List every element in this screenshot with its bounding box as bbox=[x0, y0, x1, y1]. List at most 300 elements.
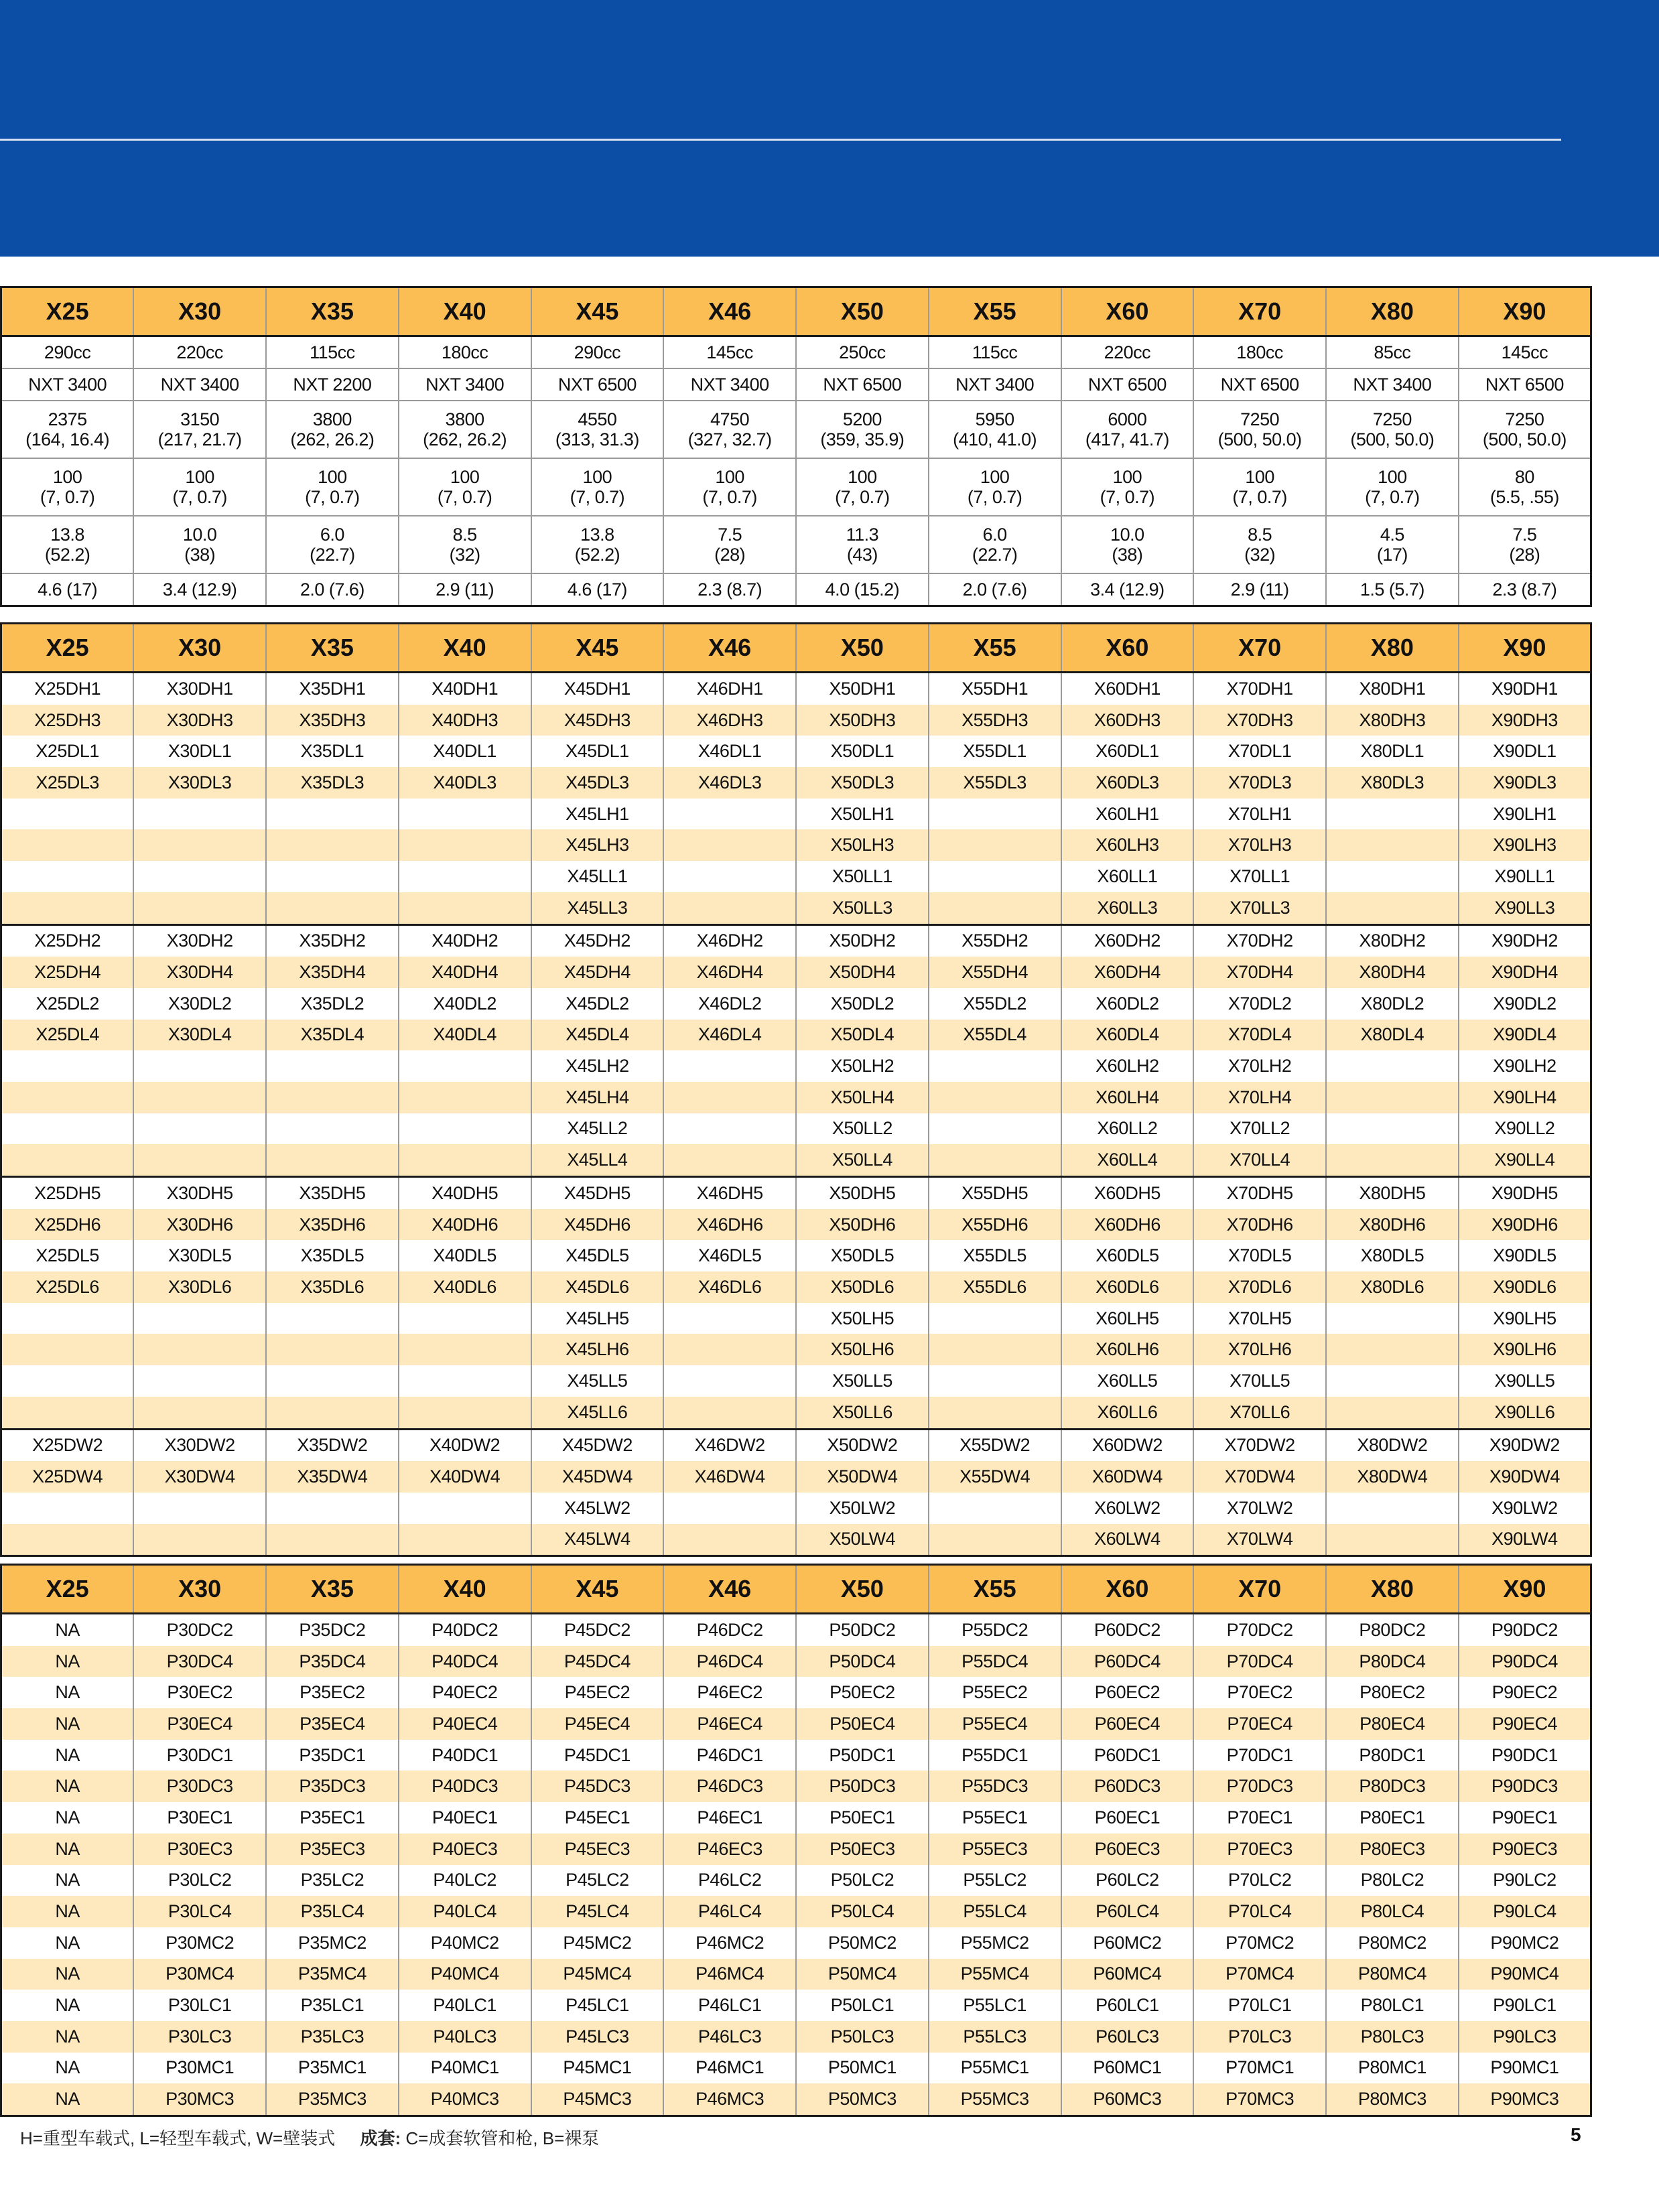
package-cell: P40EC1 bbox=[399, 1802, 531, 1834]
spec-value-metric: (500, 50.0) bbox=[1217, 429, 1302, 450]
spec-value-metric: (7, 0.7) bbox=[835, 487, 890, 507]
model-cell: X45LL4 bbox=[531, 1144, 664, 1176]
model-cell: X60DL2 bbox=[1061, 988, 1194, 1020]
package-cell: P35MC1 bbox=[266, 2053, 399, 2084]
model-cell: X55DH5 bbox=[929, 1177, 1061, 1209]
spec-cell bbox=[929, 516, 1061, 573]
package-cell: P30DC1 bbox=[133, 1740, 266, 1771]
model-cell: X50LL6 bbox=[796, 1397, 929, 1429]
package-row bbox=[1, 1740, 1591, 1771]
model-row bbox=[1, 1303, 1591, 1334]
models-header-x25: X25 bbox=[1, 624, 134, 673]
model-cell bbox=[133, 892, 266, 924]
models-header-x46: X46 bbox=[663, 624, 796, 673]
model-cell: X90DL3 bbox=[1459, 767, 1591, 799]
package-cell: P70LC4 bbox=[1193, 1896, 1326, 1927]
model-cell: X50LH4 bbox=[796, 1082, 929, 1113]
package-cell: P60MC1 bbox=[1061, 2053, 1194, 2084]
model-cell: X60DH2 bbox=[1061, 924, 1194, 957]
package-cell: P45MC2 bbox=[531, 1927, 664, 1959]
package-cell: P90DC3 bbox=[1459, 1771, 1591, 1802]
package-cell: P90EC3 bbox=[1459, 1834, 1591, 1865]
spec-value-metric: (7, 0.7) bbox=[437, 487, 492, 507]
model-cell bbox=[266, 1524, 399, 1556]
package-cell: P46EC2 bbox=[663, 1677, 796, 1708]
spec-value: 145cc bbox=[706, 342, 753, 362]
package-cell: P46LC3 bbox=[663, 2021, 796, 2053]
model-cell bbox=[929, 892, 1061, 924]
model-cell bbox=[133, 861, 266, 892]
model-cell bbox=[663, 1524, 796, 1556]
package-row bbox=[1, 1802, 1591, 1834]
model-cell bbox=[266, 1082, 399, 1113]
model-cell bbox=[266, 1397, 399, 1429]
model-cell: X46DW4 bbox=[663, 1461, 796, 1493]
model-cell: X70LL5 bbox=[1193, 1365, 1326, 1397]
spec-cell bbox=[133, 458, 266, 516]
spec-cell bbox=[1, 573, 134, 606]
model-cell bbox=[1326, 1303, 1459, 1334]
model-cell: X80DH6 bbox=[1326, 1209, 1459, 1241]
package-cell: P55LC2 bbox=[929, 1865, 1061, 1896]
model-cell: X90DW2 bbox=[1459, 1429, 1591, 1461]
spec-value: 2.9 (11) bbox=[1230, 579, 1289, 600]
spec-value-metric: (500, 50.0) bbox=[1482, 429, 1567, 450]
models-header-x40: X40 bbox=[399, 624, 531, 673]
model-cell bbox=[929, 1113, 1061, 1145]
spec-cell bbox=[796, 401, 929, 458]
model-cell: X35DH4 bbox=[266, 957, 399, 988]
spec-value-metric: (313, 31.3) bbox=[555, 429, 639, 450]
model-cell: X46DL2 bbox=[663, 988, 796, 1020]
spec-value: 7250 bbox=[1372, 409, 1412, 429]
model-cell: X50LL2 bbox=[796, 1113, 929, 1145]
package-cell: P46MC2 bbox=[663, 1927, 796, 1959]
model-cell: X90LL5 bbox=[1459, 1365, 1591, 1397]
spec-value: 7.5 bbox=[1512, 525, 1537, 545]
specs-header-x25: X25 bbox=[1, 287, 134, 336]
model-cell bbox=[266, 1493, 399, 1524]
package-cell: P80EC4 bbox=[1326, 1708, 1459, 1740]
package-row bbox=[1, 1646, 1591, 1677]
spec-row bbox=[1, 516, 1591, 573]
spec-value: 85cc bbox=[1374, 342, 1411, 362]
model-cell bbox=[133, 1334, 266, 1365]
spec-cell bbox=[531, 573, 664, 606]
model-cell: X70LL1 bbox=[1193, 861, 1326, 892]
models-header-x90: X90 bbox=[1459, 624, 1591, 673]
package-cell: P40EC2 bbox=[399, 1677, 531, 1708]
model-cell: X90LL1 bbox=[1459, 861, 1591, 892]
model-cell: X45LL1 bbox=[531, 861, 664, 892]
spec-cell bbox=[929, 401, 1061, 458]
package-cell: P70DC3 bbox=[1193, 1771, 1326, 1802]
package-cell: NA bbox=[1, 2083, 134, 2116]
package-cell: P50EC1 bbox=[796, 1802, 929, 1834]
model-cell: X45DL4 bbox=[531, 1020, 664, 1051]
spec-value: 100 bbox=[582, 467, 612, 487]
package-cell: P45LC1 bbox=[531, 1990, 664, 2021]
spec-cell bbox=[266, 573, 399, 606]
package-cell: P55DC2 bbox=[929, 1614, 1061, 1646]
model-cell: X90LL6 bbox=[1459, 1397, 1591, 1429]
package-cell: P40MC3 bbox=[399, 2083, 531, 2116]
model-row bbox=[1, 736, 1591, 767]
package-cell: P35DC3 bbox=[266, 1771, 399, 1802]
spec-cell bbox=[266, 458, 399, 516]
spec-value: 100 bbox=[450, 467, 480, 487]
package-cell: NA bbox=[1, 1834, 134, 1865]
model-cell bbox=[399, 829, 531, 861]
model-cell: X90LH4 bbox=[1459, 1082, 1591, 1113]
package-cell: P35EC2 bbox=[266, 1677, 399, 1708]
model-cell: X80DH2 bbox=[1326, 924, 1459, 957]
spec-cell bbox=[796, 573, 929, 606]
spec-cell bbox=[929, 336, 1061, 369]
model-cell: X55DL6 bbox=[929, 1271, 1061, 1303]
package-cell: P35MC3 bbox=[266, 2083, 399, 2116]
package-cell: P30MC4 bbox=[133, 1959, 266, 1990]
package-cell: P90LC2 bbox=[1459, 1865, 1591, 1896]
spec-cell bbox=[266, 516, 399, 573]
model-cell: X25DH5 bbox=[1, 1177, 134, 1209]
spec-row bbox=[1, 458, 1591, 516]
model-cell bbox=[399, 1524, 531, 1556]
model-cell: X45DH1 bbox=[531, 673, 664, 705]
model-cell: X90DL1 bbox=[1459, 736, 1591, 767]
model-row bbox=[1, 1082, 1591, 1113]
model-cell bbox=[266, 829, 399, 861]
spec-cell bbox=[1459, 458, 1591, 516]
model-cell: X35DL5 bbox=[266, 1240, 399, 1271]
model-cell: X55DH4 bbox=[929, 957, 1061, 988]
specs-header-x35: X35 bbox=[266, 287, 399, 336]
package-cell: P30EC1 bbox=[133, 1802, 266, 1834]
spec-cell bbox=[663, 573, 796, 606]
spec-cell bbox=[929, 368, 1061, 401]
model-cell bbox=[1326, 1144, 1459, 1176]
package-cell: P55EC3 bbox=[929, 1834, 1061, 1865]
model-cell bbox=[929, 1303, 1061, 1334]
model-cell: X45DH3 bbox=[531, 705, 664, 736]
model-cell: X90DW4 bbox=[1459, 1461, 1591, 1493]
model-cell bbox=[929, 861, 1061, 892]
spec-cell bbox=[1326, 401, 1459, 458]
package-cell: P45DC4 bbox=[531, 1646, 664, 1677]
specs-header-x60: X60 bbox=[1061, 287, 1194, 336]
package-cell: P30LC1 bbox=[133, 1990, 266, 2021]
model-cell: X90LW4 bbox=[1459, 1524, 1591, 1556]
spec-value: 100 bbox=[52, 467, 82, 487]
package-row bbox=[1, 1834, 1591, 1865]
model-cell: X50DH4 bbox=[796, 957, 929, 988]
spec-value: 115cc bbox=[310, 342, 355, 362]
package-cell: P35LC2 bbox=[266, 1865, 399, 1896]
model-row bbox=[1, 767, 1591, 799]
model-cell bbox=[929, 1524, 1061, 1556]
spec-cell bbox=[929, 573, 1061, 606]
spec-value-metric: (38) bbox=[184, 545, 216, 565]
model-cell bbox=[929, 1334, 1061, 1365]
header-banner bbox=[0, 0, 1659, 257]
model-cell: X60LL5 bbox=[1061, 1365, 1194, 1397]
models-header-x55: X55 bbox=[929, 624, 1061, 673]
package-cell: P55MC2 bbox=[929, 1927, 1061, 1959]
package-cell: P30DC3 bbox=[133, 1771, 266, 1802]
spec-cell bbox=[399, 573, 531, 606]
package-cell: P45MC3 bbox=[531, 2083, 664, 2116]
model-cell bbox=[399, 1113, 531, 1145]
model-cell: X55DL2 bbox=[929, 988, 1061, 1020]
spec-cell bbox=[1061, 573, 1194, 606]
packages-header-x70: X70 bbox=[1193, 1565, 1326, 1614]
spec-value: 6.0 bbox=[320, 525, 344, 545]
spec-value: 11.3 bbox=[846, 525, 879, 545]
spec-value: NXT 3400 bbox=[690, 374, 769, 395]
model-cell bbox=[929, 1397, 1061, 1429]
model-cell: X60LW4 bbox=[1061, 1524, 1194, 1556]
model-cell: X70DL1 bbox=[1193, 736, 1326, 767]
model-cell bbox=[399, 1397, 531, 1429]
page-number: 5 bbox=[1571, 2124, 1581, 2145]
package-cell: P90MC2 bbox=[1459, 1927, 1591, 1959]
spec-value: 2375 bbox=[48, 409, 87, 429]
model-cell: X46DH3 bbox=[663, 705, 796, 736]
spec-cell bbox=[1061, 516, 1194, 573]
model-cell: X25DW2 bbox=[1, 1429, 134, 1461]
spec-value: 3.4 (12.9) bbox=[162, 579, 237, 600]
package-cell: P30EC4 bbox=[133, 1708, 266, 1740]
model-cell bbox=[399, 1082, 531, 1113]
packages-header-x50: X50 bbox=[796, 1565, 929, 1614]
model-cell: X30DH5 bbox=[133, 1177, 266, 1209]
model-row bbox=[1, 673, 1591, 705]
spec-value: 8.5 bbox=[452, 525, 477, 545]
spec-value: 7250 bbox=[1240, 409, 1280, 429]
model-row bbox=[1, 705, 1591, 736]
model-cell bbox=[133, 1365, 266, 1397]
package-cell: P80MC2 bbox=[1326, 1927, 1459, 1959]
spec-cell bbox=[796, 458, 929, 516]
models-header-x45: X45 bbox=[531, 624, 664, 673]
model-cell: X40DH5 bbox=[399, 1177, 531, 1209]
spec-value: 4.0 (15.2) bbox=[825, 579, 900, 600]
spec-value: 2.0 (7.6) bbox=[962, 579, 1027, 600]
specs-body bbox=[1, 336, 1591, 606]
model-cell bbox=[266, 861, 399, 892]
spec-cell bbox=[1193, 401, 1326, 458]
package-cell: P60DC4 bbox=[1061, 1646, 1194, 1677]
package-cell: P60EC2 bbox=[1061, 1677, 1194, 1708]
package-cell: P70MC1 bbox=[1193, 2053, 1326, 2084]
package-cell: P40DC3 bbox=[399, 1771, 531, 1802]
spec-cell bbox=[399, 336, 531, 369]
model-row bbox=[1, 1271, 1591, 1303]
package-cell: P70LC1 bbox=[1193, 1990, 1326, 2021]
model-cell: X45LL5 bbox=[531, 1365, 664, 1397]
spec-value: NXT 3400 bbox=[160, 374, 239, 395]
model-row bbox=[1, 1429, 1591, 1461]
spec-value: 13.8 bbox=[50, 525, 84, 545]
spec-value: 3150 bbox=[180, 409, 220, 429]
model-cell: X70LH2 bbox=[1193, 1050, 1326, 1082]
packages-header-x46: X46 bbox=[663, 1565, 796, 1614]
spec-value: NXT 6500 bbox=[557, 374, 637, 395]
spec-value-metric: (7, 0.7) bbox=[1365, 487, 1420, 507]
spec-value-metric: (164, 16.4) bbox=[25, 429, 110, 450]
model-cell: X46DL6 bbox=[663, 1271, 796, 1303]
model-cell: X40DL6 bbox=[399, 1271, 531, 1303]
package-cell: P60EC3 bbox=[1061, 1834, 1194, 1865]
model-row bbox=[1, 1334, 1591, 1365]
package-cell: P80LC2 bbox=[1326, 1865, 1459, 1896]
package-cell: P46MC3 bbox=[663, 2083, 796, 2116]
package-cell: P46LC2 bbox=[663, 1865, 796, 1896]
model-cell: X30DL3 bbox=[133, 767, 266, 799]
model-cell: X60DH1 bbox=[1061, 673, 1194, 705]
model-cell: X70DH6 bbox=[1193, 1209, 1326, 1241]
model-cell: X60LL3 bbox=[1061, 892, 1194, 924]
spec-cell bbox=[1459, 401, 1591, 458]
model-cell bbox=[133, 1113, 266, 1145]
spec-value: 5950 bbox=[975, 409, 1014, 429]
model-row bbox=[1, 1144, 1591, 1176]
spec-value: 290cc bbox=[44, 342, 91, 362]
model-cell: X60DL1 bbox=[1061, 736, 1194, 767]
packages-table bbox=[0, 1564, 1592, 2117]
model-cell: X30DW2 bbox=[133, 1429, 266, 1461]
spec-cell bbox=[1193, 573, 1326, 606]
model-cell: X25DL5 bbox=[36, 1245, 99, 1266]
package-cell: P70MC2 bbox=[1193, 1927, 1326, 1959]
package-cell: P55EC4 bbox=[929, 1708, 1061, 1740]
package-cell: P90MC4 bbox=[1459, 1959, 1591, 1990]
package-cell: P70EC3 bbox=[1193, 1834, 1326, 1865]
package-cell: P90DC1 bbox=[1459, 1740, 1591, 1771]
spec-value: 80 bbox=[1514, 467, 1534, 487]
spec-value: 2.3 (8.7) bbox=[698, 579, 762, 600]
model-cell: X60LH4 bbox=[1061, 1082, 1194, 1113]
model-cell: X80DH1 bbox=[1326, 673, 1459, 705]
package-cell: P30LC3 bbox=[133, 2021, 266, 2053]
model-cell: X35DL3 bbox=[266, 767, 399, 799]
model-cell: X80DL3 bbox=[1326, 767, 1459, 799]
model-cell: X60LL4 bbox=[1061, 1144, 1194, 1176]
model-row bbox=[1, 892, 1591, 924]
model-cell: X70LH5 bbox=[1193, 1303, 1326, 1334]
model-row bbox=[1, 799, 1591, 830]
models-header-x80: X80 bbox=[1326, 624, 1459, 673]
model-cell: X55DL5 bbox=[929, 1240, 1061, 1271]
model-cell: X46DL1 bbox=[663, 736, 796, 767]
spec-value: 7250 bbox=[1505, 409, 1544, 429]
package-cell: P80DC1 bbox=[1326, 1740, 1459, 1771]
package-cell: P50LC4 bbox=[796, 1896, 929, 1927]
model-cell: X60LL6 bbox=[1061, 1397, 1194, 1429]
model-cell: X40DH3 bbox=[399, 705, 531, 736]
model-cell bbox=[663, 799, 796, 830]
package-cell: NA bbox=[55, 1619, 80, 1640]
model-cell: X80DW2 bbox=[1326, 1429, 1459, 1461]
package-cell: P30EC2 bbox=[133, 1677, 266, 1708]
packages-header-x25: X25 bbox=[1, 1565, 134, 1614]
package-row bbox=[1, 1614, 1591, 1646]
package-cell: P46DC1 bbox=[663, 1740, 796, 1771]
package-cell: P35DC4 bbox=[266, 1646, 399, 1677]
model-cell bbox=[1326, 1397, 1459, 1429]
footnote-kit-label: 成套: bbox=[360, 2128, 401, 2148]
package-cell: P55EC1 bbox=[929, 1802, 1061, 1834]
spec-value-metric: (28) bbox=[1509, 545, 1540, 565]
package-cell: P90EC4 bbox=[1459, 1708, 1591, 1740]
model-cell: X55DL4 bbox=[929, 1020, 1061, 1051]
model-row bbox=[1, 1177, 1591, 1209]
models-table bbox=[0, 622, 1592, 1557]
model-cell bbox=[1, 829, 134, 861]
model-cell: X40DL2 bbox=[399, 988, 531, 1020]
spec-value-metric: (32) bbox=[1244, 545, 1276, 565]
spec-cell bbox=[663, 401, 796, 458]
model-cell: X40DW2 bbox=[399, 1429, 531, 1461]
package-cell: P50EC2 bbox=[796, 1677, 929, 1708]
model-cell: X50DW4 bbox=[796, 1461, 929, 1493]
model-cell bbox=[1326, 1082, 1459, 1113]
specs-header-x45: X45 bbox=[531, 287, 664, 336]
package-cell: P45EC4 bbox=[531, 1708, 664, 1740]
model-cell: X55DH6 bbox=[929, 1209, 1061, 1241]
package-cell: NA bbox=[55, 1995, 80, 2016]
package-cell: P80MC4 bbox=[1326, 1959, 1459, 1990]
spec-value: 220cc bbox=[1104, 342, 1151, 362]
packages-header-x60: X60 bbox=[1061, 1565, 1194, 1614]
model-cell: X35DH1 bbox=[266, 673, 399, 705]
model-cell bbox=[266, 799, 399, 830]
spec-value-metric: (7, 0.7) bbox=[967, 487, 1022, 507]
package-cell: P45EC3 bbox=[531, 1834, 664, 1865]
spec-cell bbox=[1326, 458, 1459, 516]
model-cell: X90LL3 bbox=[1459, 892, 1591, 924]
spec-value: 6000 bbox=[1108, 409, 1147, 429]
model-cell bbox=[663, 829, 796, 861]
model-cell: X30DL5 bbox=[133, 1240, 266, 1271]
model-cell: X70DH5 bbox=[1193, 1177, 1326, 1209]
model-cell: X45DL5 bbox=[531, 1240, 664, 1271]
package-cell: P70EC2 bbox=[1193, 1677, 1326, 1708]
model-cell: X35DW4 bbox=[266, 1461, 399, 1493]
package-cell: P50MC3 bbox=[796, 2083, 929, 2116]
package-cell: P60MC2 bbox=[1061, 1927, 1194, 1959]
spec-cell bbox=[531, 401, 664, 458]
package-cell: P45DC1 bbox=[531, 1740, 664, 1771]
model-cell: X50LL4 bbox=[796, 1144, 929, 1176]
model-cell bbox=[133, 1397, 266, 1429]
package-cell: NA bbox=[1, 1771, 134, 1802]
package-cell: P50DC2 bbox=[796, 1614, 929, 1646]
model-cell: X30DL6 bbox=[133, 1271, 266, 1303]
model-cell: X90DH5 bbox=[1459, 1177, 1591, 1209]
spec-cell bbox=[796, 336, 929, 369]
package-cell: NA bbox=[55, 1682, 80, 1703]
spec-value: 100 bbox=[1378, 467, 1407, 487]
package-cell: P40LC2 bbox=[399, 1865, 531, 1896]
model-cell: X90DH3 bbox=[1459, 705, 1591, 736]
spec-value: 3.4 (12.9) bbox=[1090, 579, 1165, 600]
package-row bbox=[1, 1927, 1591, 1959]
model-cell: X50LW4 bbox=[796, 1524, 929, 1556]
model-cell: X90LH3 bbox=[1459, 829, 1591, 861]
model-cell bbox=[133, 1524, 266, 1556]
model-cell: X60LH2 bbox=[1061, 1050, 1194, 1082]
